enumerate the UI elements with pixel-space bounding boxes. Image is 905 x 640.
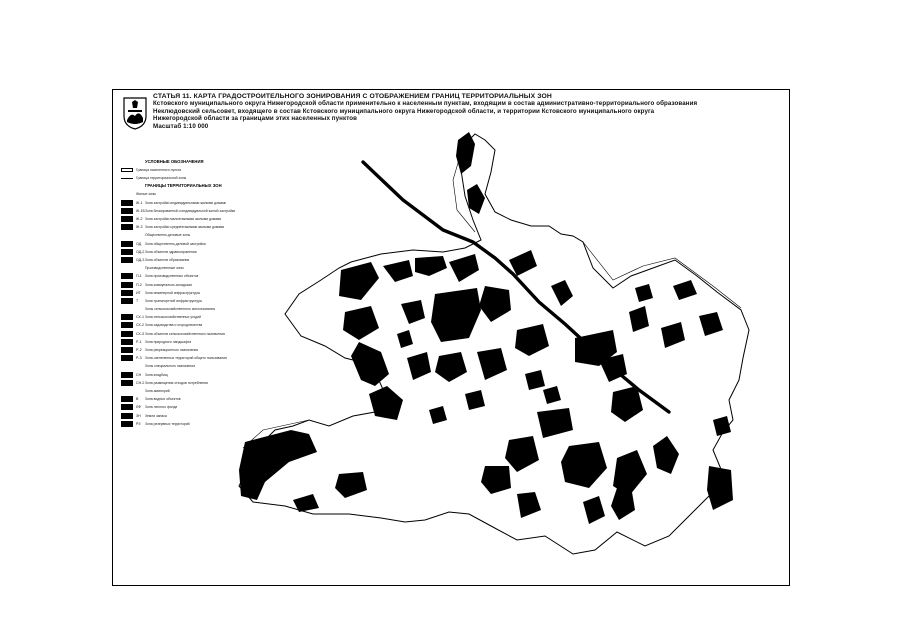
zone-code: ЛФ xyxy=(136,405,142,410)
zoning-map xyxy=(113,90,791,587)
zone-code: Т xyxy=(136,298,139,303)
zone-code: СН xyxy=(136,372,142,377)
zone-label: Зона садоводства и огородничества xyxy=(145,323,203,328)
zone-code: СХ-3 xyxy=(136,331,144,336)
zones-subheading: Жилые зоны xyxy=(136,192,156,197)
zone-code: ИТ xyxy=(136,290,141,295)
zone-code: Р-3 xyxy=(136,356,142,361)
zone-code: Ж-2 xyxy=(136,217,143,222)
zone-label: Зона застройки малоэтажными жилыми домами xyxy=(145,217,222,222)
zone-label: Зона общественно-деловой застройки xyxy=(145,241,206,246)
zone-label: Зона транспортной инфраструктуры xyxy=(145,298,203,303)
zone-code: П-1 xyxy=(136,274,142,279)
zone-label: Зона рекреационного назначения xyxy=(145,348,199,353)
zone-label: Зона природного ландшафта xyxy=(145,339,192,344)
zone-label: Зона объектов образования xyxy=(145,257,190,262)
zone-code: Р-2 xyxy=(136,348,142,353)
map-scale: Масштаб 1:10 000 xyxy=(153,122,209,130)
zone-code: В xyxy=(136,397,139,402)
zone-code: Ж-1Б xyxy=(136,208,145,213)
zones-heading: ГРАНИЦЫ ТЕРРИТОРИАЛЬНЫХ ЗОН xyxy=(145,183,222,189)
zone-label: Зона коммунально-складская xyxy=(145,282,192,287)
zone-code: ЗН xyxy=(136,413,141,418)
zone-label: Общественно-деловые зоны xyxy=(145,233,191,238)
zone-code: П-2 xyxy=(136,282,142,287)
zone-code: Ж-1 xyxy=(136,200,143,205)
zone-code: СН-2 xyxy=(136,380,145,385)
zone-label: Зона лесного фонда xyxy=(145,405,178,410)
zone-label: Зона застройки индивидуальными жилыми домами xyxy=(145,200,227,205)
zone-label: Зона объектов сельскохозяйственного назначения xyxy=(145,331,225,336)
zone-label: Производственные зоны xyxy=(145,266,184,271)
map-subtitle-line-2: Неклюдовский сельсовет, входящего в состав Кстовского муниципального округа Нижегородской области, и территории Кстовского муниципального округа xyxy=(153,107,655,115)
legend-label: Граница населенного пункта xyxy=(136,168,181,173)
zone-label: Зона размещения отходов потребления xyxy=(145,380,208,385)
zone-code: Ж-3 xyxy=(136,225,143,230)
zone-label: Зона застройки среднеэтажными жилыми домами xyxy=(145,225,225,230)
zone-code: ОД xyxy=(136,241,142,246)
zone-label: Зона блокированной и индивидуальной жилой застройки xyxy=(145,208,236,213)
zone-label: Зона сельскохозяйственных угодий xyxy=(145,315,201,320)
map-subtitle-line-3: Нижегородской области за границами этих населенных пунктов xyxy=(153,115,358,123)
zone-code: РЗ xyxy=(136,421,141,426)
zone-code: Р-1 xyxy=(136,339,142,344)
legend-heading: УСЛОВНЫЕ ОБОЗНАЧЕНИЯ xyxy=(145,159,204,164)
map-title: СТАТЬЯ 11. КАРТА ГРАДОСТРОИТЕЛЬНОГО ЗОНИРОВАНИЯ С ОТОБРАЖЕНИЕМ ГРАНИЦ ТЕРРИТОРИАЛЬНЫХ ЗОН xyxy=(153,93,552,100)
zone-label: Зона производственных объектов xyxy=(145,274,199,279)
map-sheet xyxy=(112,89,790,586)
zone-label: Зоны специального назначения xyxy=(145,364,196,369)
zone-code: СХ-2 xyxy=(136,323,144,328)
zone-label: Земли запаса xyxy=(145,413,167,418)
zone-code: ОД-2 xyxy=(136,249,145,254)
zone-label: Зоны сельскохозяйственного использования xyxy=(145,307,216,312)
zone-label: Зона объектов здравоохранения xyxy=(145,249,197,254)
zone-label: Зона акваторий xyxy=(145,388,170,393)
zone-label: Зона кладбищ xyxy=(145,372,168,377)
zone-code: ОД-3 xyxy=(136,257,145,262)
zone-code: СХ-1 xyxy=(136,315,144,320)
zone-label: Зона инженерной инфраструктуры xyxy=(145,290,201,295)
zone-label: Зона озелененных территорий общего пользования xyxy=(145,356,227,361)
zone-label: Зона резервных территорий xyxy=(145,421,190,426)
zone-label: Зона водных объектов xyxy=(145,397,181,402)
legend-label: Граница территориальной зоны xyxy=(136,176,187,181)
map-subtitle-line-1: Кстовского муниципального округа Нижегородской области применительно к населенным пунктам, входящим в состав административно-территориального образования xyxy=(153,100,698,108)
